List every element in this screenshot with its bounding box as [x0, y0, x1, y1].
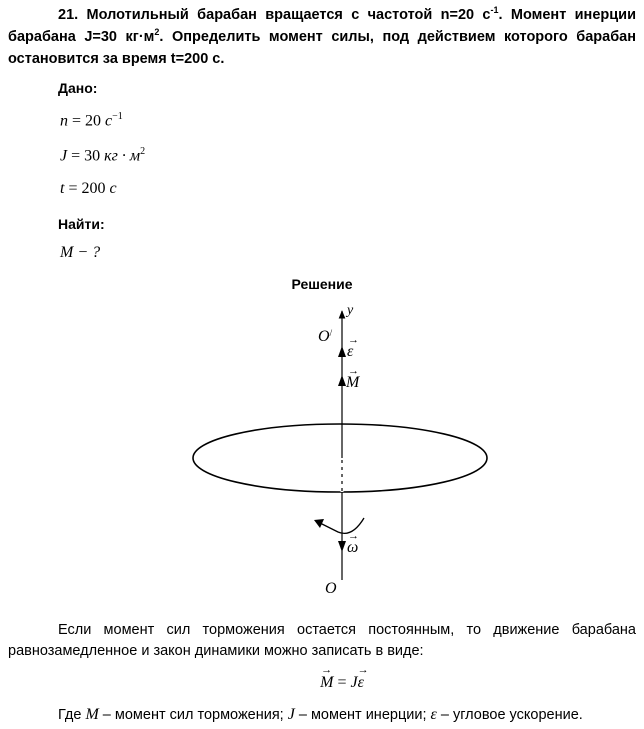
epsilon-arrow [338, 346, 346, 357]
symbol-legend [58, 706, 583, 724]
given-t [60, 180, 117, 198]
solution-paragraph: Если момент сил торможения остается постоянным, то движение барабана равнозамедленное и закон динамики можно записать в виде: [8, 622, 636, 659]
problem-exp-2: 2 [154, 27, 160, 38]
given-t-unit: с [109, 180, 117, 197]
moment-label [346, 365, 360, 392]
given-j [60, 146, 145, 165]
omega-arrow [338, 541, 346, 552]
epsilon-vector-arrow: → [348, 334, 359, 346]
dynamics-formula [0, 664, 644, 692]
formula-lhs-arrow: → [321, 664, 333, 676]
epsilon-label [347, 334, 359, 361]
legend-m-symbol: M [85, 706, 99, 723]
problem-statement [8, 4, 636, 70]
omega-symbol: ω [347, 539, 359, 556]
given-t-symbol: t [60, 180, 65, 197]
formula-equals: = [333, 674, 351, 691]
formula-eps [357, 664, 369, 691]
legend-m-desc: – момент сил торможения; [98, 707, 288, 723]
find-expression: M − ? [60, 244, 101, 261]
axis-label-y: y [347, 303, 354, 318]
given-j-exp: 2 [140, 146, 146, 157]
legend-eps-desc: – угловое ускорение. [436, 707, 583, 723]
find-label: Найти: [58, 216, 105, 232]
legend-eps-symbol: ε [430, 706, 437, 723]
epsilon-symbol: ε [347, 343, 354, 360]
point-o-top-letter: O [318, 328, 330, 345]
given-j-unit: кг · м [104, 147, 141, 165]
rotation-arrowhead [314, 519, 324, 528]
formula-lhs-symbol: M [320, 674, 334, 691]
formula-eps-symbol: ε [357, 674, 364, 691]
omega-vector-arrow: → [348, 530, 359, 542]
problem-number: 21. [58, 7, 79, 23]
moment-arrow [338, 375, 346, 386]
given-n-value: = 20 [68, 112, 106, 130]
solution-heading: Решение [291, 276, 353, 292]
given-n [60, 111, 123, 130]
given-n-unit: с [105, 112, 113, 130]
formula-eps-arrow: → [357, 664, 369, 676]
legend-where: Где [58, 707, 86, 723]
point-o-top-prime: / [329, 328, 333, 338]
given-j-symbol: J [60, 147, 68, 165]
legend-j-desc: – момент инерции; [294, 707, 431, 723]
formula-lhs [320, 664, 334, 691]
given-j-value: = 30 [67, 147, 105, 165]
given-n-exp: −1 [112, 111, 123, 122]
point-o-top [318, 328, 332, 346]
given-n-symbol: n [60, 112, 68, 130]
problem-text-3: . Определить момент силы, под действием которого барабан остановится за время t=200 с. [8, 29, 636, 67]
drum-ellipse [193, 424, 487, 492]
problem-exp-1: -1 [490, 5, 499, 16]
moment-symbol: M [346, 374, 360, 391]
omega-label [347, 530, 359, 557]
moment-vector-arrow: → [348, 365, 359, 377]
problem-text-2: . Момент инерции барабана J=30 кг·м [8, 7, 636, 45]
legend-j-symbol: J [287, 706, 295, 723]
problem-text-1: Молотильный барабан вращается с частотой n=20 с [78, 7, 491, 23]
given-label: Дано: [58, 80, 98, 96]
point-o-bottom: O [325, 580, 337, 597]
given-t-value: = 200 [64, 180, 110, 197]
formula-j: J [350, 674, 358, 691]
